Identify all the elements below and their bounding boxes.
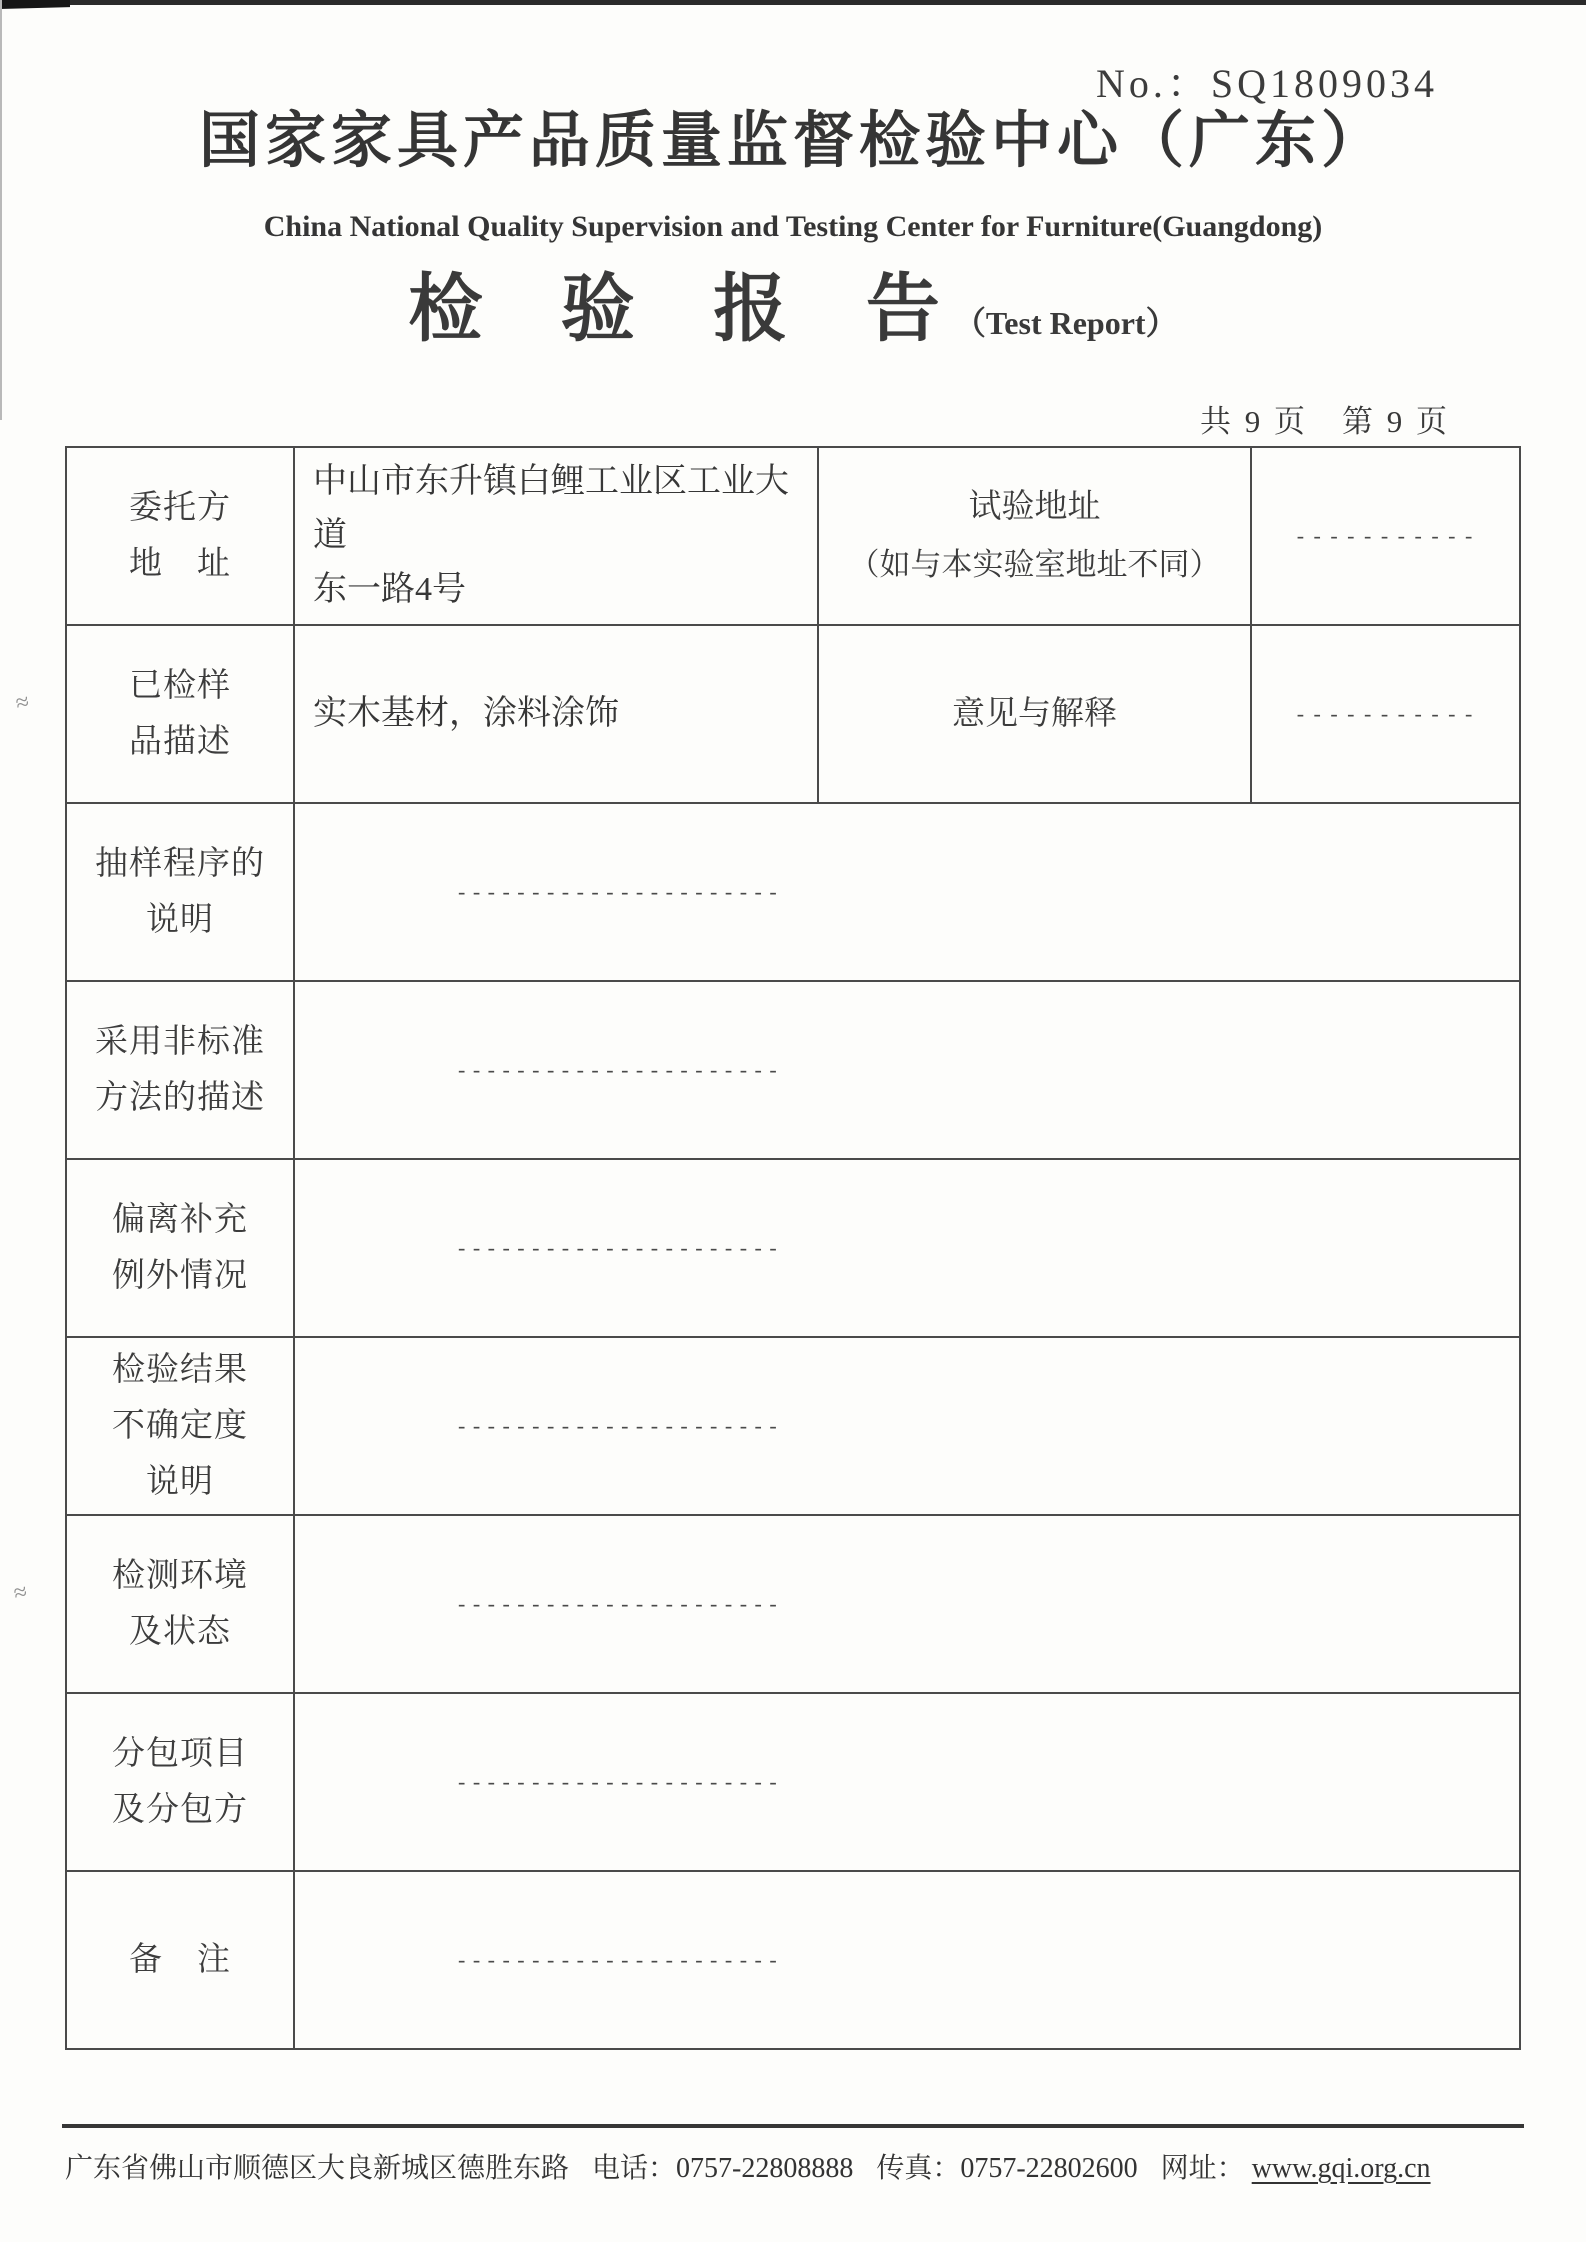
table-row-uncertainty — [66, 1337, 1520, 1515]
report-title — [0, 250, 1586, 356]
report-title-english: （Test Report） — [953, 305, 1178, 341]
label-line: （如与本实验室地址不同） — [848, 547, 1221, 582]
subcontract-value: - - - - - - - - - - - - - - - - - - - - - - — [294, 1693, 1520, 1871]
label-line: 分包项目 — [112, 1736, 248, 1772]
opinion-value: - - - - - - - - - - - — [1251, 625, 1520, 803]
consignor-address-value — [294, 447, 818, 625]
nonstandard-method-value: - - - - - - - - - - - - - - - - - - - - - - — [294, 981, 1520, 1159]
label-line: 委托方 — [129, 490, 231, 526]
report-table — [65, 446, 1521, 2050]
table-row-subcontract — [66, 1693, 1520, 1871]
remarks-value: - - - - - - - - - - - - - - - - - - - - - - — [294, 1871, 1520, 2049]
scan-corner-artifact — [0, 0, 70, 9]
footer-fax: 传真：0757-22802600 — [876, 2153, 1138, 2184]
label-line: 检验结果 — [112, 1352, 248, 1388]
report-title-chinese: 检 验 报 告 — [408, 269, 970, 351]
table-row-sample-description — [66, 625, 1520, 803]
nonstandard-method-label — [66, 981, 294, 1159]
center-title-chinese: 国家家具产品质量监督检验中心（广东） — [198, 108, 1387, 175]
footer-web-label: 网址： — [1160, 2153, 1245, 2184]
table-row-consignor-address — [66, 447, 1520, 625]
label-line: 采用非标准 — [95, 1024, 265, 1060]
report-number: No.：SQ1809034 — [1095, 61, 1438, 106]
test-address-value: - - - - - - - - - - - — [1251, 447, 1520, 625]
subcontract-label — [66, 1693, 294, 1871]
opinion-label: 意见与解释 — [818, 625, 1251, 803]
footer-contact-line — [65, 2146, 1527, 2186]
footer-phone: 电话：0757-22808888 — [592, 2153, 854, 2184]
scan-edge-artifact — [0, 0, 1586, 5]
table-row-test-environment — [66, 1515, 1520, 1693]
page-count: 共 9 页 第 9 页 — [1200, 404, 1450, 439]
deviation-label — [66, 1159, 294, 1337]
label-line: 品描述 — [129, 724, 231, 760]
table-row-sampling-procedure — [66, 803, 1520, 981]
test-environment-value: - - - - - - - - - - - - - - - - - - - - - - — [294, 1515, 1520, 1693]
label-line: 备 注 — [129, 1942, 231, 1978]
label-line: 说明 — [146, 1464, 214, 1500]
scan-speck: ≈ — [11, 1578, 30, 1608]
center-title-english: China National Quality Supervision and Testing Center for Furniture(Guangdong) — [263, 210, 1323, 243]
footer-divider — [62, 2124, 1524, 2128]
scan-speck: ≈ — [13, 688, 32, 718]
consignor-address-label — [66, 447, 294, 625]
table-row-remarks — [66, 1871, 1520, 2049]
label-line: 不确定度 — [112, 1408, 248, 1444]
label-line: 及状态 — [129, 1614, 231, 1650]
test-address-label — [818, 447, 1251, 625]
label-line: 及分包方 — [112, 1792, 248, 1828]
sample-description-value: 实木基材，涂料涂饰 — [294, 625, 818, 803]
label-line: 偏离补充 — [112, 1202, 248, 1238]
sampling-procedure-label — [66, 803, 294, 981]
table-row-deviation — [66, 1159, 1520, 1337]
label-line: 已检样 — [129, 668, 231, 704]
footer-address: 广东省佛山市顺德区大良新城区德胜东路 — [65, 2153, 570, 2184]
label-line: 方法的描述 — [95, 1080, 265, 1116]
deviation-value: - - - - - - - - - - - - - - - - - - - - - - — [294, 1159, 1520, 1337]
label-line: 例外情况 — [112, 1258, 248, 1294]
test-environment-label — [66, 1515, 294, 1693]
sampling-procedure-value: - - - - - - - - - - - - - - - - - - - - - - — [294, 803, 1520, 981]
label-line: 地 址 — [129, 546, 231, 582]
table-row-nonstandard-method — [66, 981, 1520, 1159]
uncertainty-label — [66, 1337, 294, 1515]
label-line: 试验地址 — [968, 489, 1101, 525]
sample-description-label — [66, 625, 294, 803]
uncertainty-value: - - - - - - - - - - - - - - - - - - - - - - — [294, 1337, 1520, 1515]
footer-website-url: www.gqi.org.cn — [1251, 2153, 1431, 2184]
remarks-label — [66, 1871, 294, 2049]
label-line: 抽样程序的 — [95, 846, 265, 882]
label-line: 检测环境 — [112, 1558, 248, 1594]
value-line: 东一路4号 — [313, 571, 466, 608]
value-line: 中山市东升镇白鲤工业区工业大道 — [313, 463, 789, 554]
label-line: 说明 — [146, 902, 214, 938]
